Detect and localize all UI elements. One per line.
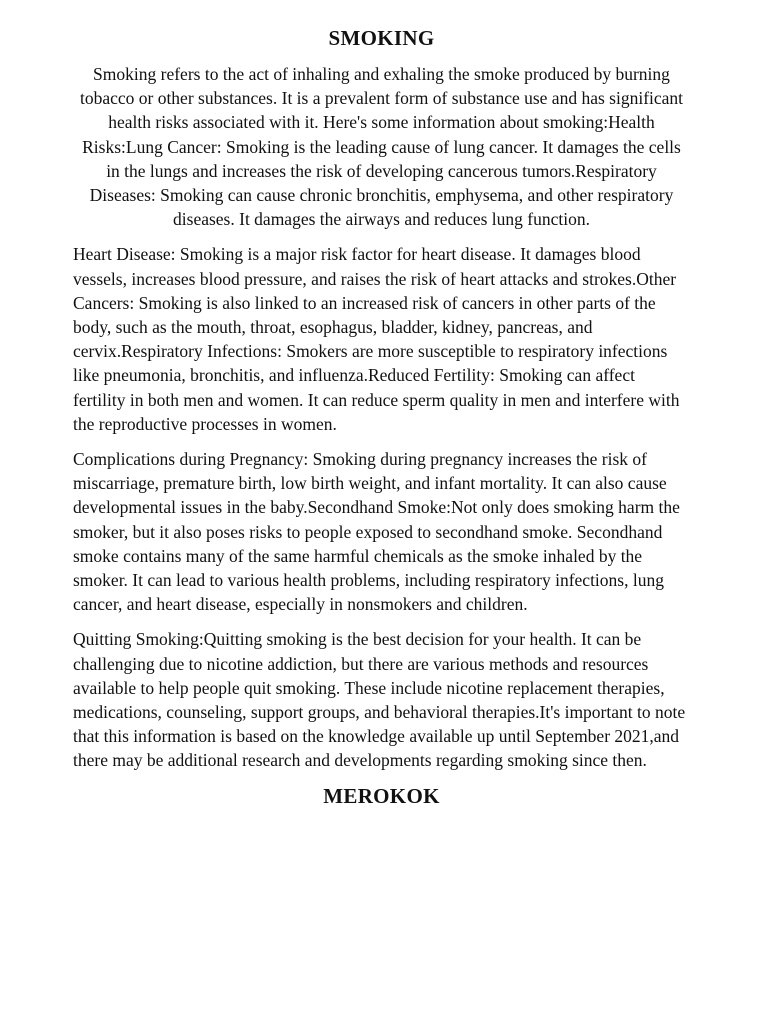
paragraph-heart-disease: Heart Disease: Smoking is a major risk factor for heart disease. It damages blood vessels, increases blood pressure, and raises the risk of heart attacks and strokes.Other Cancers: Smoking is also linked to an increased risk of cancers in other parts of the body, such as the mouth, throat, esophagus, bladder, kidney, pancreas, and cervix.Respiratory Infections: Smokers are more susceptible to respiratory infections like pneumonia, bronchitis, and influenza.Reduced Fertility: Smoking can affect fertility in both men and women. It can reduce sperm quality in men and interfere with the reproductive processes in women. xyxy=(73,244,680,434)
paragraph-pregnancy: Complications during Pregnancy: Smoking during pregnancy increases the risk of miscarriage, premature birth, low birth weight, and infant mortality. It can also cause developmental issues in the baby.Secondhand Smoke:Not only does smoking harm the smoker, but it also poses risks to people exposed to secondhand smoke. Secondhand smoke contains many of the same harmful chemicals as the smoke inhaled by the smoker. It can lead to various health problems, including respiratory infections, lung cancer, and heart disease, especially in nonsmokers and children. xyxy=(73,449,680,615)
paragraph-quitting: Quitting Smoking:Quitting smoking is the best decision for your health. It can be challenging due to nicotine addiction, but there are various methods and resources available to help people quit smoking. These include nicotine replacement therapies, medications, counseling, support groups, and behavioral therapies.It's important to note that this information is based on the knowledge available up until September 2021,and there may be additional research and developments regarding smoking since then. xyxy=(73,629,686,771)
paragraph-intro: Smoking refers to the act of inhaling and exhaling the smoke produced by burning tobacco or other substances. It is a prevalent form of substance use and has significant health risks associated with it. Here's some information about smoking:Health Risks:Lung Cancer: Smoking is the leading cause of lung cancer. It damages the cells in the lungs and increases the risk of developing cancerous tumors.Respiratory Diseases: Smoking can cause chronic bronchitis, emphysema, and other respiratory diseases. It damages the airways and reduces lung function. xyxy=(79,64,684,230)
document-title: SMOKING xyxy=(328,26,435,50)
second-heading: MEROKOK xyxy=(323,783,440,808)
